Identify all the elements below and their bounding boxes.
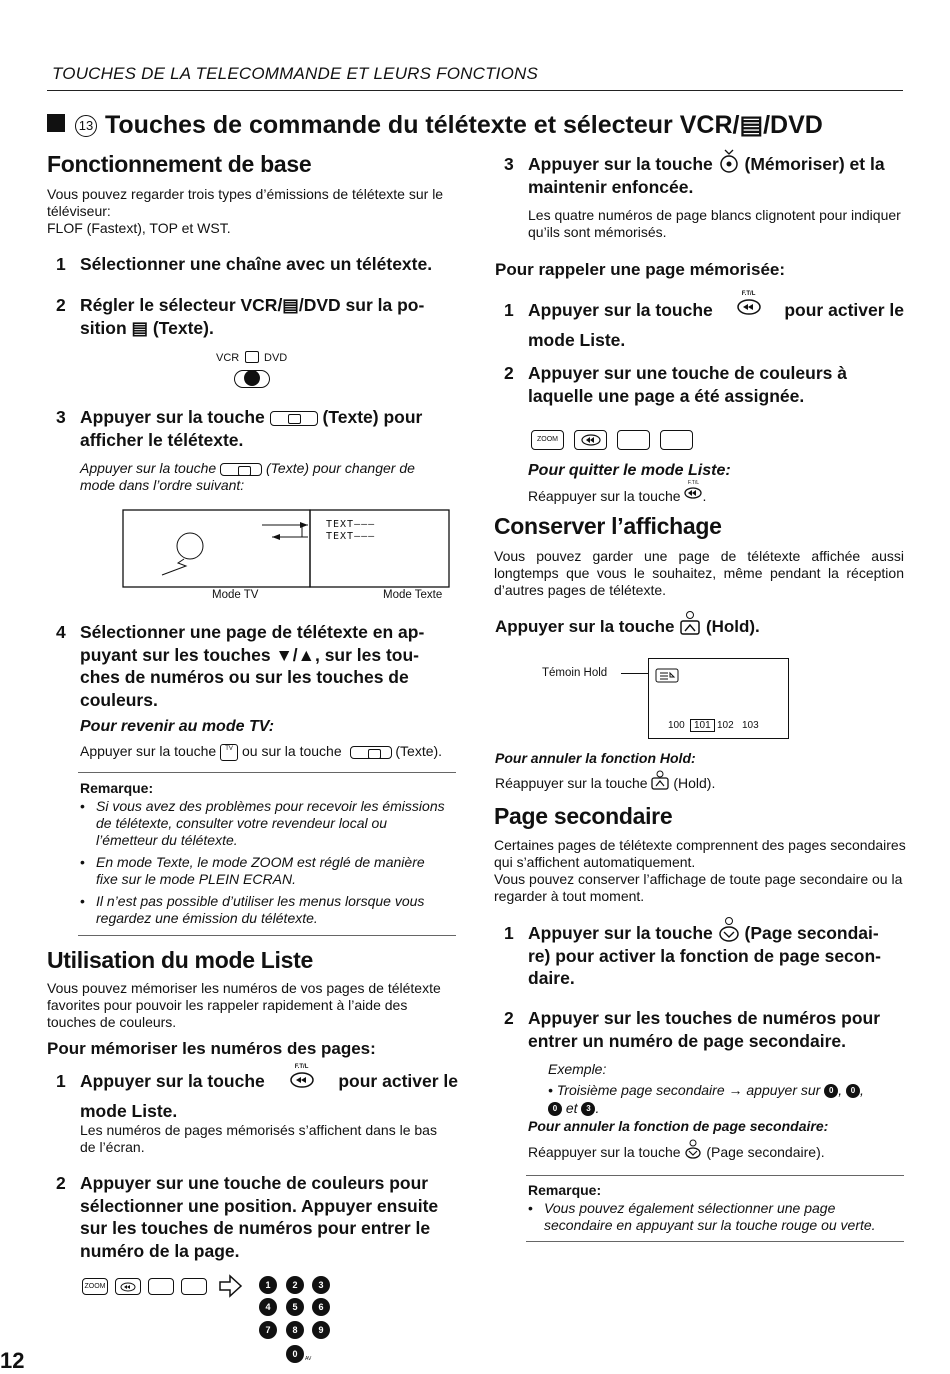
memo-step-1 xyxy=(56,1064,458,1122)
step-text: sition ▤ (Texte). xyxy=(80,317,214,338)
title-text: Touches de commande du télétexte et sélecteur VCR/▤/DVD xyxy=(105,111,823,139)
quit-text-part: Réappuyer sur la touche xyxy=(528,488,681,505)
step-text: Appuyer sur la touche xyxy=(528,300,713,320)
note-text: (Texte) pour changer de xyxy=(265,460,415,476)
digit-key-0[interactable]: 0 xyxy=(286,1345,304,1363)
color-key-red[interactable] xyxy=(148,1278,174,1295)
heading-secondaire: Page secondaire xyxy=(494,803,673,829)
cancel-subpage-part: (Page secondaire). xyxy=(706,1144,825,1160)
diagram-text-lines xyxy=(326,519,375,543)
step-text: Sélectionner une page de télétexte en ap- xyxy=(80,622,425,642)
av-label: AV xyxy=(305,1356,312,1362)
example-part: • Troisième page secondaire → appuyer sur xyxy=(548,1082,821,1098)
memo-step-1-note: Les numéros de pages mémorisés s’affichent dans le bas de l’écran. xyxy=(80,1122,437,1155)
number-keypad xyxy=(259,1276,339,1366)
zoom-key-label: ZOOM xyxy=(537,436,558,443)
hold-instruction xyxy=(495,617,760,637)
text-key-icon xyxy=(350,746,392,759)
step-text: pour activer le xyxy=(784,300,904,320)
step-number: 1 xyxy=(56,1071,66,1091)
remark-item: • Vous pouvez également sélectionner une page secondaire en appuyant sur la touche rouge ou verte. xyxy=(528,1200,896,1234)
cancel-hold-part: (Hold). xyxy=(673,775,716,791)
remark-title: Remarque: xyxy=(80,780,154,796)
step-3 xyxy=(56,406,470,451)
zoom-key-label: ZOOM xyxy=(84,1283,106,1290)
color-key-green[interactable] xyxy=(660,430,693,450)
step-text: Appuyer sur la touche xyxy=(80,407,265,427)
cancel-hold-title: Pour annuler la fonction Hold: xyxy=(495,750,696,766)
text-key-icon xyxy=(270,411,318,426)
step-text: Appuyer sur une touche de couleurs pour sélectionner une position. Appuyer ensuite sur les touches de numéros pour entrer le numéro de la page. xyxy=(80,1173,439,1261)
digit-key-1[interactable]: 1 xyxy=(259,1276,277,1294)
digit-key-5[interactable]: 5 xyxy=(286,1298,304,1316)
remark-list xyxy=(528,1200,896,1239)
recall-step-2 xyxy=(504,362,904,407)
remark-rule-bottom xyxy=(78,935,456,936)
step-text: Régler le sélecteur VCR/▤/DVD sur la po- xyxy=(80,295,425,315)
recall-title: Pour rappeler une page mémorisée: xyxy=(495,260,786,279)
remark-item: • Si vous avez des problèmes pour recevoir les émissions de télétexte, consulter votre revendeur local ou l’émetteur du télétexte. xyxy=(80,798,448,849)
digit-3-icon: 3 xyxy=(581,1102,595,1116)
ftl-key[interactable] xyxy=(574,430,607,450)
ftl-key-icon xyxy=(736,291,762,321)
page-number: 12 xyxy=(0,1348,25,1373)
step-text: Sélectionner une chaîne avec un télétexte. xyxy=(80,254,433,274)
digit-0-icon: 0 xyxy=(846,1084,860,1098)
page-number-item-selected: 101 xyxy=(690,719,715,732)
remark-rule-top xyxy=(78,772,456,773)
step-number: 2 xyxy=(56,1173,66,1193)
step-text: (Mémoriser) et la xyxy=(744,154,885,174)
step-1 xyxy=(56,253,460,276)
hold-screen xyxy=(648,658,789,739)
vcr-dvd-selector xyxy=(216,350,296,390)
recall-step-1 xyxy=(504,291,904,351)
page-number-item: 100 xyxy=(668,720,685,731)
step-number: 3 xyxy=(56,407,66,427)
cancel-subpage-text xyxy=(528,1144,825,1161)
step-number: 2 xyxy=(56,295,66,315)
intro-line: Vous pouvez conserver l’affichage de toute page secondaire ou la regarder à tout moment. xyxy=(494,871,903,904)
text-key-icon xyxy=(220,463,262,476)
mode-texte-label: Mode Texte xyxy=(383,589,443,601)
liste-intro: Vous pouvez mémoriser les numéros de vos pages de télétexte favorites pour pouvoir les rappeler rapidement à l’aide des touches de couleurs. xyxy=(47,980,441,1030)
ftl-key-icon xyxy=(684,480,702,503)
bullet-square xyxy=(47,114,65,132)
back-tv-text-part: Appuyer sur la touche xyxy=(80,743,217,759)
diagram-text: TEXT––– xyxy=(326,519,376,530)
step-text: afficher le télétexte. xyxy=(80,429,244,450)
step-number: 2 xyxy=(504,1008,514,1028)
step-text: (Texte) pour xyxy=(322,407,423,427)
recall-key-row xyxy=(531,430,701,452)
note-text: Appuyer sur la touche xyxy=(80,460,217,476)
intro-text xyxy=(47,186,459,237)
step-number: 2 xyxy=(504,363,514,383)
hold-pointer-line xyxy=(621,673,649,674)
step-number: 1 xyxy=(504,300,514,320)
step-4 xyxy=(56,621,470,711)
remark-rule-top xyxy=(526,1175,904,1176)
page-number-item: 103 xyxy=(742,720,759,731)
quit-liste-title: Pour quitter le mode Liste: xyxy=(528,462,731,479)
step-text: Appuyer sur une touche de couleurs à laquelle une page a été assignée. xyxy=(528,363,847,406)
memo-step-2 xyxy=(56,1172,460,1262)
zoom-key[interactable] xyxy=(82,1278,108,1295)
intro-line-2: FLOF (Fastext), TOP et WST. xyxy=(47,220,231,236)
step-text: re) pour activer la fonction de page secon- xyxy=(528,945,881,966)
remark-item: • Il n’est pas possible d’utiliser les menus lorsque vous regardez une émission du télétexte. xyxy=(80,893,448,927)
step-text: daire. xyxy=(528,968,575,988)
title-number: 13 xyxy=(75,115,97,137)
store-step-3 xyxy=(504,153,904,198)
running-header: TOUCHES DE LA TELECOMMANDE ET LEURS FONCTIONS xyxy=(52,64,539,83)
hold-key-icon xyxy=(651,770,669,790)
cancel-hold-text xyxy=(495,775,715,792)
example-part: et xyxy=(565,1100,578,1116)
hold-indicator-icon xyxy=(655,665,681,685)
remark-item: • En mode Texte, le mode ZOOM est réglé de manière fixe sur le mode PLEIN ECRAN. xyxy=(80,854,448,888)
color-key-green[interactable] xyxy=(181,1278,207,1295)
tv-key-label: TV xyxy=(225,745,233,752)
back-tv-text xyxy=(80,743,470,761)
intro-line: Vous pouvez regarder trois types d’émissions de télétexte sur le téléviseur: xyxy=(47,186,444,219)
subpage-key-icon xyxy=(684,1139,702,1159)
step-text: Appuyer sur la touche xyxy=(80,1071,265,1091)
step-text: Appuyer sur la touche xyxy=(528,923,713,943)
step-number: 1 xyxy=(56,254,66,274)
hold-text: Appuyer sur la touche xyxy=(495,617,675,636)
ftl-label: F.T/L xyxy=(741,291,756,297)
cancel-hold-part: Réappuyer sur la touche xyxy=(495,775,648,791)
store-key-icon xyxy=(718,147,740,173)
heading-conserver: Conserver l’affichage xyxy=(494,513,722,539)
step-number: 3 xyxy=(504,154,514,174)
mode-tv-label: Mode TV xyxy=(212,589,259,601)
cancel-subpage-title: Pour annuler la fonction de page secondaire: xyxy=(528,1118,829,1134)
diagram-text: TEXT––– xyxy=(326,531,376,542)
remark-list xyxy=(80,798,448,932)
step-text: (Page secondai- xyxy=(744,923,879,943)
step-3-note xyxy=(80,460,460,494)
conserver-intro: Vous pouvez garder une page de télétexte affichée aussi longtemps que vous le souhaitez, même pendant la réception d’autres pages de télétexte. xyxy=(494,548,904,598)
digit-key-8[interactable]: 8 xyxy=(286,1321,304,1339)
step-text: Appuyer sur la touche xyxy=(528,154,713,174)
text-icon xyxy=(245,351,259,363)
selector-knob xyxy=(244,370,260,386)
sub-page-step-2 xyxy=(504,1007,908,1052)
digit-key-2[interactable]: 2 xyxy=(286,1276,304,1294)
digit-0-icon: 0 xyxy=(824,1084,838,1098)
sub-page-step-1 xyxy=(504,922,908,990)
digit-key-3[interactable]: 3 xyxy=(312,1276,330,1294)
step-text: puyant sur les touches ▼/▲, sur les tou- xyxy=(80,644,420,665)
step-text: pour activer le xyxy=(338,1071,458,1091)
selector-vcr-label: VCR xyxy=(216,352,240,364)
heading-fonctionnement: Fonctionnement de base xyxy=(47,151,312,177)
color-key-red[interactable] xyxy=(617,430,650,450)
hold-key-icon xyxy=(679,610,701,636)
example-title: Exemple: xyxy=(548,1061,607,1077)
digit-key-4[interactable]: 4 xyxy=(259,1298,277,1316)
remark-rule-bottom xyxy=(526,1241,904,1242)
step-text: ches de numéros ou sur les touches de xyxy=(80,667,409,687)
note-text: mode dans l’ordre suivant: xyxy=(80,477,245,493)
arrow-right-icon xyxy=(218,1274,244,1300)
step-text: maintenir enfoncée. xyxy=(528,176,694,197)
digit-key-9[interactable]: 9 xyxy=(312,1321,330,1339)
hold-text: (Hold). xyxy=(705,617,760,636)
memo-title: Pour mémoriser les numéros des pages: xyxy=(47,1039,376,1058)
page-number-item: 102 xyxy=(717,720,734,731)
step-number: 1 xyxy=(504,923,514,943)
back-tv-text-part: ou sur la touche xyxy=(241,743,342,759)
header-rule xyxy=(47,90,903,91)
example-text: • Troisième page secondaire → appuyer sur 0 , 0 , 0 et 3 . xyxy=(548,1082,864,1116)
digit-key-6[interactable]: 6 xyxy=(312,1298,330,1316)
digit-0-icon: 0 xyxy=(548,1102,562,1116)
ftl-key-icon xyxy=(289,1064,315,1094)
heading-liste: Utilisation du mode Liste xyxy=(47,947,313,973)
back-tv-title: Pour revenir au mode TV: xyxy=(80,718,275,735)
page-title xyxy=(47,110,917,140)
cancel-subpage-part: Réappuyer sur la touche xyxy=(528,1144,681,1160)
step-text: couleurs. xyxy=(80,689,158,710)
step-text: mode Liste. xyxy=(528,329,626,350)
step-text: mode Liste. xyxy=(80,1100,178,1121)
quit-liste-text: Réappuyer sur la touche F.T/L . xyxy=(528,480,707,505)
digit-key-7[interactable]: 7 xyxy=(259,1321,277,1339)
step-number: 4 xyxy=(56,622,66,642)
step-2 xyxy=(56,294,460,339)
subpage-key-icon xyxy=(718,916,740,942)
store-step-3-note: Les quatre numéros de page blancs clignotent pour indiquer qu’ils sont mémorisés. xyxy=(528,207,901,240)
secondaire-intro xyxy=(494,837,906,905)
ftl-key[interactable] xyxy=(115,1278,141,1295)
remark-title: Remarque: xyxy=(528,1182,602,1198)
step-text: Appuyer sur les touches de numéros pour entrer un numéro de page secondaire. xyxy=(528,1008,881,1051)
zoom-key[interactable] xyxy=(531,430,564,450)
intro-line: Certaines pages de télétexte comprennent des pages secondaires qui s’affichent automatiquement. xyxy=(494,837,906,870)
tv-key-icon xyxy=(220,744,238,761)
ftl-label: F.T/L xyxy=(294,1064,309,1070)
ftl-label: F.T/L xyxy=(687,480,699,486)
hold-indicator-label: Témoin Hold xyxy=(542,667,608,679)
back-tv-text-part: (Texte). xyxy=(395,743,443,759)
selector-dvd-label: DVD xyxy=(264,352,288,364)
